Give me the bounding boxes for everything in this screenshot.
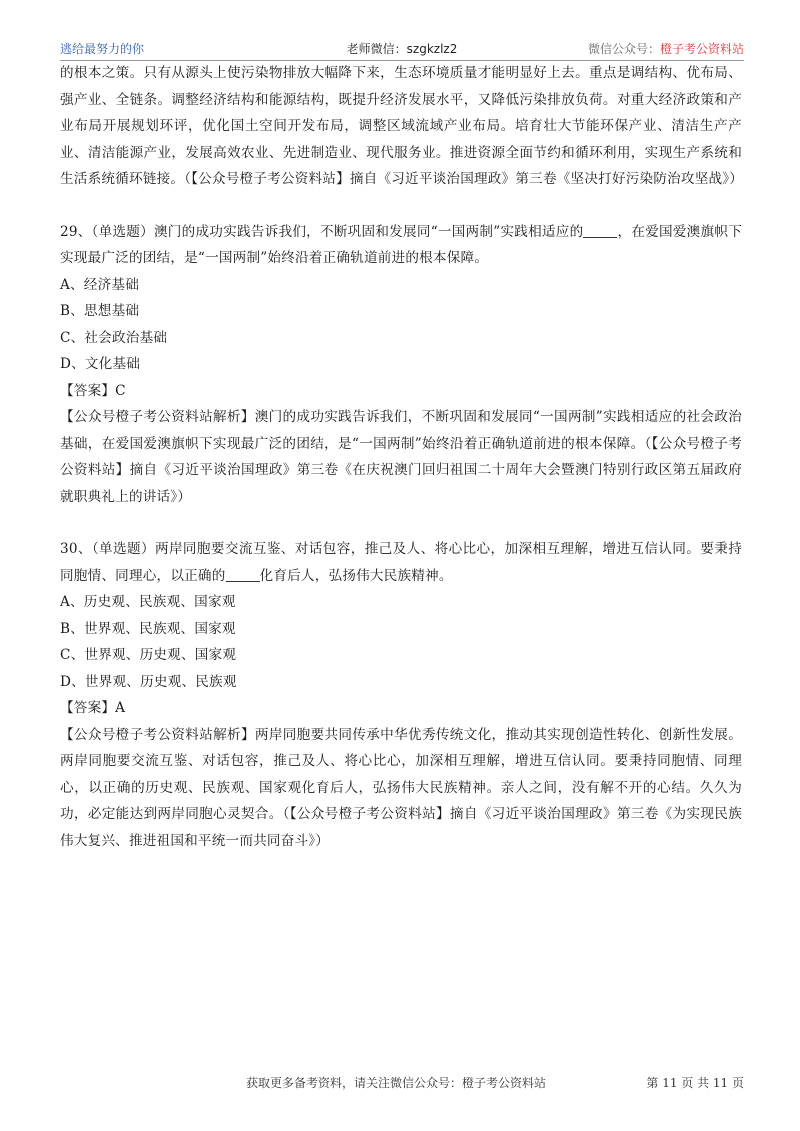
footer-promo: 获取更多备考资料，请关注微信公众号：橙子考公资料站 <box>246 1076 547 1090</box>
page-number: 第 11 页 共 11 页 <box>646 1076 744 1090</box>
question-29-stem-before: 29、（单选题）澳门的成功实践告诉我们，不断巩固和发展同“一国两制”实践相适应的 <box>60 223 584 240</box>
question-29-option-a: A、经济基础 <box>60 276 139 293</box>
answer-blank <box>226 567 260 582</box>
header-slogan: 逃给最努力的你 <box>60 42 145 56</box>
question-30-answer: 【答案】A <box>60 700 126 716</box>
header-account-label: 微信公众号： <box>587 42 660 56</box>
question-29-stem-after: ，在爱国爱澳旗帜下实现最广泛的团结，是“一国两制”始终沿着正确轨道前进的根本保障。 <box>60 223 742 266</box>
question-30-option-a: A、历史观、民族观、国家观 <box>60 594 236 610</box>
question-29-option-d: D、文化基础 <box>60 356 141 372</box>
question-30-stem-after: 化育后人，弘扬伟大民族精神。 <box>259 567 453 584</box>
page-footer <box>0 1073 744 1093</box>
spacer <box>60 510 742 536</box>
question-30-option-b: B、世界观、民族观、国家观 <box>60 620 236 637</box>
page-header <box>60 38 744 60</box>
question-30-stem-before: 30、（单选题）两岸同胞要交流互鉴、对话包容，推己及人、将心比心，加深相互理解，增进互信认同。要秉持同胞情、同理心，以正确的 <box>60 541 742 584</box>
header-official-account <box>588 38 744 60</box>
spacer <box>60 193 742 219</box>
question-29-answer: 【答案】C <box>60 382 126 399</box>
header-teacher-wechat: 老师微信：szgkzlz2 <box>346 42 458 56</box>
question-30-option-d: D、世界观、历史观、民族观 <box>60 673 237 690</box>
intro-paragraph: 的根本之策。只有从源头上使污染物排放大幅降下来，生态环境质量才能明显好上去。重点是调结构、优布局、强产业、全链条。调整经济结构和能源结构，既提升经济发展水平，又降低污染排放负荷。对重大经济政策和产业布局开展规划环评，优化国土空间开发布局，调整区域流域产业布局。培育壮大节能环保产业、清洁生产产业、清洁能源产业，发展高效农业、先进制造业、现代服务业。推进资源全面节约和循环利用，实现生产系统和生活系统循环链接。（【公众号橙子考公资料站】摘自《习近平谈治国理政》第三卷《坚决打好污染防治攻坚战》） <box>60 65 744 187</box>
question-30-option-c: C、世界观、历史观、国家观 <box>60 647 237 663</box>
question-29-option-c: C、社会政治基础 <box>60 329 168 346</box>
answer-blank <box>583 223 617 238</box>
question-29-analysis: 【公众号橙子考公资料站解析】澳门的成功实践告诉我们，不断巩固和发展同“一国两制”实践相适应的社会政治基础，在爱国爱澳旗帜下实现最广泛的团结，是“一国两制”始终沿着正确轨道前进的根本保障。（【公众号橙子考公资料站】摘自《习近平谈治国理政》第三卷《在庆祝澳门回归祖国二十周年大会暨澳门特别行政区第五届政府就职典礼上的讲话》） <box>60 409 742 505</box>
question-30-stem <box>60 536 742 589</box>
question-29-stem <box>60 219 742 272</box>
question-30-analysis: 【公众号橙子考公资料站解析】两岸同胞要共同传承中华优秀传统文化，推动其实现创造性转化、创新性发展。两岸同胞要交流互鉴、对话包容，推己及人、将心比心，加深相互理解，增进互信认同。要秉持同胞情、同理心，以正确的历史观、民族观、国家观化育后人，弘扬伟大民族精神。亲人之间，没有解不开的心结。久久为功，必定能达到两岸同胞心灵契合。（【公众号橙子考公资料站】摘自《习近平谈治国理政》第三卷《为实现民族伟大复兴、推进祖国和平统一而共同奋斗》） <box>60 726 742 849</box>
question-29-option-b: B、思想基础 <box>60 303 140 319</box>
document-body <box>60 60 742 854</box>
header-brand: 橙子考公资料站 <box>659 42 744 56</box>
